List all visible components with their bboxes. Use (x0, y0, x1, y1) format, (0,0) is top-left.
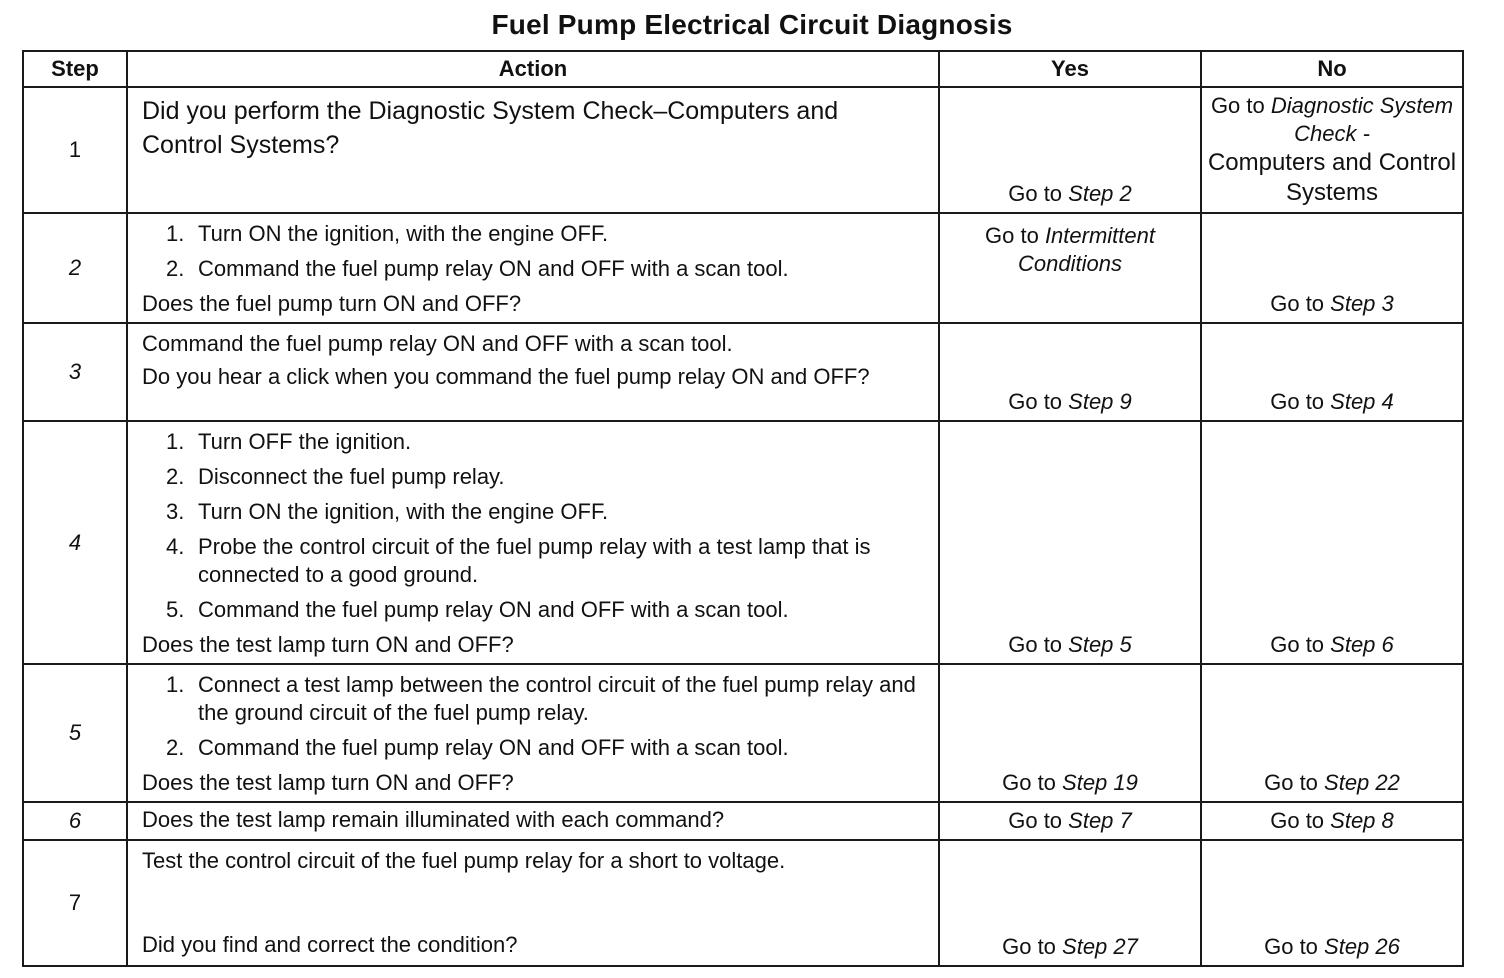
action-steps (142, 220, 928, 283)
yes-prefix: Go to (985, 223, 1045, 248)
action-cell (127, 213, 939, 323)
no-prefix: Go to (1270, 632, 1331, 657)
action-step-item: 2. Disconnect the fuel pump relay. (166, 464, 505, 489)
yes-cell (939, 802, 1201, 840)
action-text: Test the control circuit of the fuel pump relay for a short to voltage. (142, 848, 786, 873)
yes-prefix: Go to (1008, 181, 1069, 206)
no-prefix: Go to (1210, 93, 1271, 118)
action-question: Does the test lamp turn ON and OFF? (142, 770, 514, 795)
table-row (23, 421, 1463, 664)
action-cell (127, 87, 939, 213)
yes-target: Step 27 (1062, 934, 1138, 959)
table-row (23, 840, 1463, 966)
step-number: 2 (23, 213, 127, 323)
page-title: Fuel Pump Electrical Circuit Diagnosis (491, 9, 1013, 40)
yes-target: Step 2 (1068, 181, 1132, 206)
action-step-item: 2. Command the fuel pump relay ON and OFF with a scan tool. (166, 735, 789, 760)
no-target: Step 22 (1324, 770, 1400, 795)
no-target: Step 8 (1330, 808, 1394, 833)
no-cell (1201, 840, 1463, 966)
action-steps (142, 428, 928, 624)
action-step-item: 1. Connect a test lamp between the control circuit of the fuel pump relay and the ground circuit of the fuel pump relay. (166, 672, 916, 725)
no-target: Step 26 (1324, 934, 1400, 959)
no-prefix: Go to (1270, 808, 1331, 833)
step-number: 6 (23, 802, 127, 840)
action-cell (127, 421, 939, 664)
action-question: Do you hear a click when you command the fuel pump relay ON and OFF? (142, 364, 870, 389)
no-target: Step 4 (1330, 389, 1394, 414)
yes-target: Step 5 (1068, 632, 1132, 657)
diagnosis-table (22, 50, 1464, 967)
no-cell (1201, 421, 1463, 664)
action-question: Does the test lamp turn ON and OFF? (142, 632, 514, 657)
step-number: 7 (23, 840, 127, 966)
header-no: No (1201, 51, 1463, 87)
yes-prefix: Go to (1008, 808, 1069, 833)
table-row (23, 802, 1463, 840)
action-text: Command the fuel pump relay ON and OFF with a scan tool. (142, 331, 733, 356)
action-step-item: 2. Command the fuel pump relay ON and OFF with a scan tool. (166, 256, 789, 281)
no-cell (1201, 87, 1463, 213)
yes-prefix: Go to (1008, 389, 1069, 414)
step-number: 3 (23, 323, 127, 421)
yes-target: Intermittent Conditions (1018, 223, 1155, 276)
yes-cell (939, 421, 1201, 664)
action-step-item: 5. Command the fuel pump relay ON and OFF with a scan tool. (166, 597, 789, 622)
no-cell (1201, 664, 1463, 802)
yes-target: Step 19 (1062, 770, 1138, 795)
no-suffix: Computers and Control Systems (1207, 149, 1457, 206)
no-prefix: Go to (1270, 291, 1331, 316)
action-cell (127, 664, 939, 802)
no-prefix: Go to (1270, 389, 1331, 414)
yes-prefix: Go to (1008, 632, 1069, 657)
yes-prefix: Go to (1002, 934, 1063, 959)
no-target: Step 3 (1330, 291, 1394, 316)
header-step: Step (23, 51, 127, 87)
yes-cell (939, 213, 1201, 323)
no-target: Step 6 (1330, 632, 1394, 657)
yes-cell (939, 840, 1201, 966)
action-question: Did you find and correct the condition? (142, 932, 518, 957)
yes-target: Step 7 (1068, 808, 1132, 833)
action-text: Did you perform the Diagnostic System Check–Computers and Control Systems? (142, 97, 839, 159)
no-prefix: Go to (1264, 770, 1325, 795)
yes-prefix: Go to (1002, 770, 1063, 795)
table-row (23, 87, 1463, 213)
action-step-item: 3. Turn ON the ignition, with the engine OFF. (166, 499, 609, 524)
action-step-item: 1. Turn OFF the ignition. (166, 429, 412, 454)
table-row (23, 323, 1463, 421)
step-number: 5 (23, 664, 127, 802)
table-header-row (23, 51, 1463, 87)
no-cell (1201, 323, 1463, 421)
step-number: 4 (23, 421, 127, 664)
no-cell (1201, 802, 1463, 840)
action-step-item: 4. Probe the control circuit of the fuel pump relay with a test lamp that is connected to a good ground. (166, 534, 871, 587)
header-yes: Yes (939, 51, 1201, 87)
yes-cell (939, 87, 1201, 213)
action-step-item: 1. Turn ON the ignition, with the engine OFF. (166, 221, 609, 246)
no-cell (1201, 213, 1463, 323)
action-cell (127, 840, 939, 966)
step-number: 1 (23, 87, 127, 213)
yes-cell (939, 323, 1201, 421)
table-row (23, 213, 1463, 323)
action-steps (142, 671, 928, 762)
table-row (23, 664, 1463, 802)
action-cell (127, 802, 939, 840)
yes-target: Step 9 (1068, 389, 1132, 414)
no-prefix: Go to (1264, 934, 1325, 959)
action-question: Does the test lamp remain illuminated with each command? (142, 807, 725, 832)
action-cell (127, 323, 939, 421)
spacer (142, 875, 928, 931)
no-target: Diagnostic System Check - (1270, 93, 1454, 146)
header-action: Action (127, 51, 939, 87)
yes-cell (939, 664, 1201, 802)
action-question: Does the fuel pump turn ON and OFF? (142, 291, 522, 316)
